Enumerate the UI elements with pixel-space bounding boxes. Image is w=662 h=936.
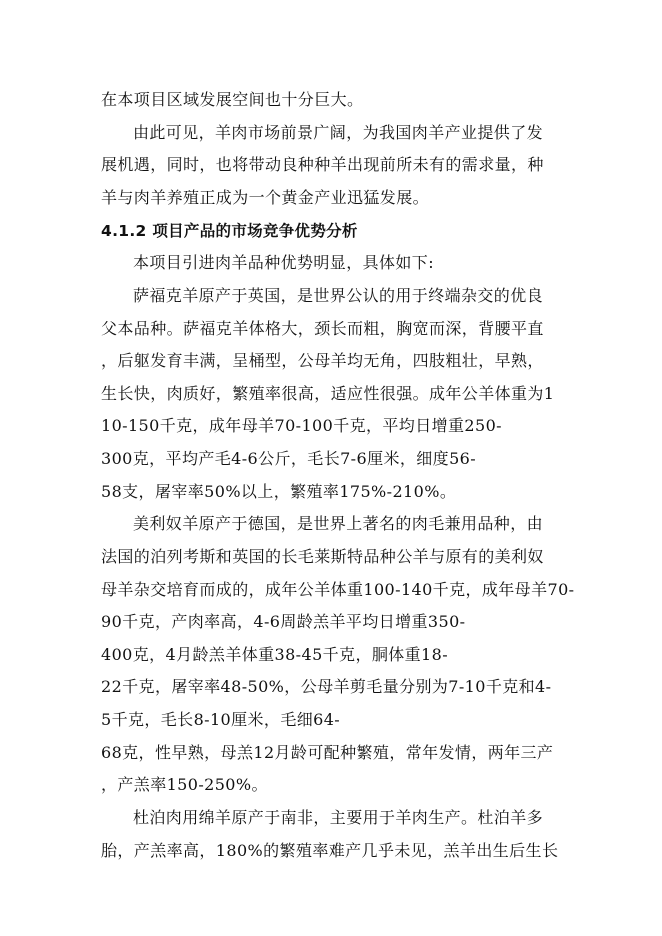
paragraph-start-line: 杜泊肉用绵羊原产于南非，主要用于羊肉生产。杜泊羊多 [133,808,544,827]
paragraph-start-line: 由此可见，羊肉市场前景广阔，为我国肉羊产业提供了发 [133,123,544,142]
text-line: 300克，平均产毛4-6公斤，毛长7-6厘米，细度56- [101,449,477,468]
text-line: 生长快，肉质好，繁殖率很高，适应性很强。成年公羊体重为1 [101,384,555,403]
text-line: 58支，屠宰率50%以上，繁殖率175%-210%。 [101,482,457,501]
text-line: 90千克，产肉率高，4-6周龄羔羊平均日增重350- [101,612,466,631]
text-line: 68克，性早熟，母羔12月龄可配种繁殖，常年发情，两年三产 [101,743,554,762]
text-line: ，产羔率150-250%。 [101,775,268,794]
text-line: 400克，4月龄羔羊体重38-45千克，胴体重18- [101,645,449,664]
text-line: 母羊杂交培育而成的，成年公羊体重100-140千克，成年母羊70- [101,580,575,599]
paragraph-start-line: 本项目引进肉羊品种优势明显，具体如下: [133,253,434,272]
text-line: 22千克，屠宰率48-50%，公母羊剪毛量分别为7-10千克和4- [101,677,552,696]
text-line: ，后躯发育丰满，呈桶型，公母羊均无角，四肢粗壮，早熟， [101,351,544,370]
text-line: 法国的泊列考斯和英国的长毛莱斯特品种公羊与原有的美利奴 [101,547,544,566]
text-line: 展机遇，同时，也将带动良种种羊出现前所未有的需求量，种 [101,155,544,174]
text-line: 羊与肉羊养殖正成为一个黄金产业迅猛发展。 [101,188,430,207]
text-line: 胎，产羔率高，180%的繁殖率难产几乎未见，羔羊出生后生长 [101,841,559,860]
section-heading: 4.1.2 项目产品的市场竞争优势分析 [101,222,358,240]
text-line: 父本品种。萨福克羊体格大，颈长而粗，胸宽而深，背腰平直 [101,319,544,338]
text-line: 5千克，毛长8-10厘米，毛细64- [101,710,341,729]
text-line: 10-150千克，成年母羊70-100千克，平均日增重250- [101,416,502,435]
paragraph-start-line: 美利奴羊原产于德国，是世界上著名的肉毛兼用品种，由 [133,514,544,533]
paragraph-start-line: 萨福克羊原产于英国，是世界公认的用于终端杂交的优良 [133,286,544,305]
text-line: 在本项目区域发展空间也十分巨大。 [101,90,364,109]
